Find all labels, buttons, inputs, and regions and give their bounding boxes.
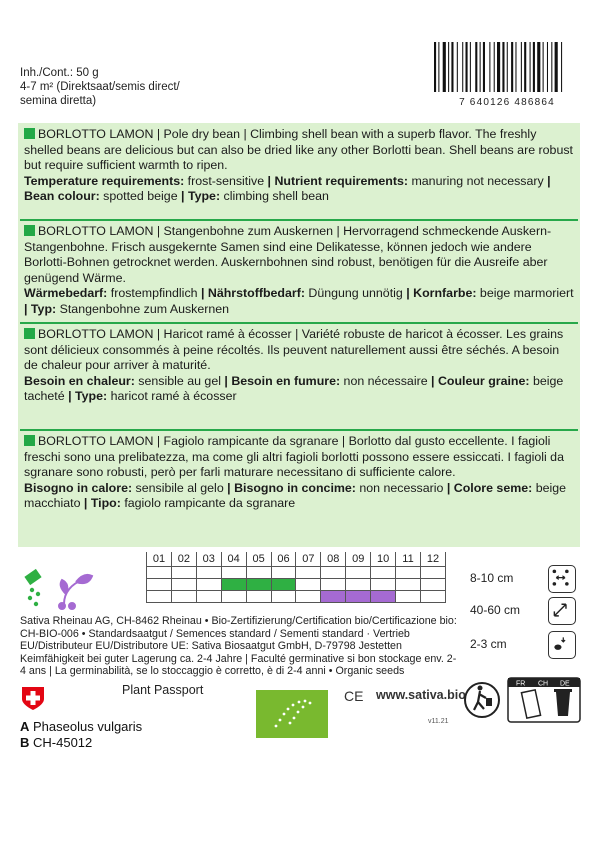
divider	[20, 322, 578, 324]
calendar-cell	[221, 591, 246, 603]
calendar-cell	[196, 567, 221, 579]
month-11: 11	[396, 552, 421, 567]
month-03: 03	[196, 552, 221, 567]
sowing-area: 4-7 m² (Direktsaat/semis direct/	[20, 81, 180, 93]
it-k1: Bisogno in calore:	[24, 480, 133, 495]
sowing-cell-04	[221, 579, 246, 591]
green-square-icon	[24, 225, 35, 236]
sowing-area-cont: semina diretta)	[20, 95, 97, 107]
swiss-flag-icon	[20, 685, 46, 711]
ce-mark: CE	[344, 688, 364, 704]
company-text: Sativa Rheinau AG, CH-8462 Rheinau • Bio-Zertifizierung/Certification bio/Certificazione bio: CH-BIO-006 • Standardsaatgut / Semences standard / Sementi standard · Vertrieb EU/Distributeur EU/Distributore UE: Sativa Biosaatgut GmbH, D-79798 Jestetten Keimfähigkeit bei guter Lagerung ca. 2-4 Jahre | Faculté germinative si bon stockage env. 2-4 ans | La germinabilità, se lo stoccaggio è corretto, è di 2-4 anni • Organic seeds	[20, 615, 457, 678]
en-k2: | Nutrient requirements:	[267, 173, 409, 188]
green-square-icon	[24, 128, 35, 139]
calendar-cell	[147, 591, 172, 603]
it-v2: non necessario	[355, 480, 447, 495]
calendar-cell	[296, 567, 321, 579]
label-b: B	[20, 735, 30, 750]
harvest-cell-09	[346, 591, 371, 603]
de-v4: Stangenbohne zum Auskernen	[56, 301, 230, 316]
label-a: A	[20, 719, 30, 734]
sowing-depth: 2-3 cm	[470, 637, 507, 651]
recycle-label-fr: FR	[516, 680, 526, 688]
harvest-cell-08	[321, 591, 346, 603]
barcode-icon	[432, 42, 582, 92]
recycle-label-de: DE	[560, 680, 570, 688]
sowing-depth-icon	[548, 631, 576, 659]
section-fr-intro: BORLOTTO LAMON | Haricot ramé à écosser | Variété robuste de haricot à écosser. Les grains sont délicieux consommés à peine récoltés. Ils peuvent naturellement aussi être séchés. A besoin de chaleur pour arriver à maturité.	[24, 327, 564, 373]
calendar-cell	[196, 579, 221, 591]
month-02: 02	[171, 552, 196, 567]
calendar-legend	[20, 566, 100, 610]
calendar-cell	[246, 567, 271, 579]
month-10: 10	[371, 552, 396, 567]
fr-v4: haricot ramé à écosser	[107, 389, 237, 404]
company-info	[20, 615, 460, 678]
month-09: 09	[346, 552, 371, 567]
calendar-cell	[420, 591, 445, 603]
plant-passport-title: Plant Passport	[122, 683, 204, 697]
de-k3: | Kornfarbe:	[406, 286, 477, 301]
section-it-intro: BORLOTTO LAMON | Fagiolo rampicante da sgranare | Borlotto dal gusto eccellente. I fagioli freschi sono una prelibatezza, ma come gli altri fagioli borlotti possono essere essiccati. I fagioli da sgranare sono robusti, però per farli maturare necessitano di sufficiente calore.	[24, 434, 564, 480]
month-04: 04	[221, 552, 246, 567]
fr-k3: | Couleur graine:	[431, 373, 530, 388]
de-v1: frostempfindlich	[107, 286, 201, 301]
divider	[20, 429, 578, 431]
section-it	[24, 434, 576, 512]
it-v1: sensibile al gelo	[132, 480, 228, 495]
calendar-cell	[246, 591, 271, 603]
section-fr	[24, 327, 576, 405]
version-label: v11.21	[428, 718, 449, 725]
calendar-cell	[271, 591, 296, 603]
month-01: 01	[147, 552, 172, 567]
section-en	[24, 127, 576, 205]
package-info	[20, 66, 180, 108]
en-k3: | Bean colour:	[24, 173, 551, 204]
en-v2: manuring not necessary	[408, 173, 548, 188]
content-weight: Inh./Cont.: 50 g	[20, 67, 99, 79]
plant-distance: 40-60 cm	[470, 603, 521, 617]
sowing-icon	[24, 569, 41, 606]
calendar-cell	[221, 567, 246, 579]
tidyman-icon	[465, 683, 499, 717]
en-k4: | Type:	[181, 189, 221, 204]
month-12: 12	[420, 552, 445, 567]
plant-distance-icon	[548, 597, 576, 625]
calendar-cell	[396, 567, 421, 579]
month-08: 08	[321, 552, 346, 567]
calendar-cell	[271, 567, 296, 579]
packet-icon	[521, 690, 540, 718]
it-k4: | Tipo:	[83, 496, 121, 511]
harvest-icon	[59, 575, 92, 609]
it-k3: | Colore seme:	[446, 480, 533, 495]
calendar-cell	[171, 591, 196, 603]
calendar-cell	[296, 591, 321, 603]
row-spacing: 8-10 cm	[470, 571, 514, 585]
calendar-cell	[147, 567, 172, 579]
fr-v2: non nécessaire	[340, 373, 432, 388]
sowing-cell-05	[246, 579, 271, 591]
it-k2: | Bisogno in concime:	[227, 480, 356, 495]
green-square-icon	[24, 435, 35, 446]
calendar-cell	[147, 579, 172, 591]
fr-v3: beige tacheté	[24, 373, 564, 404]
calendar-cell	[396, 579, 421, 591]
recycle-label-ch: CH	[538, 680, 549, 688]
calendar-cell	[321, 567, 346, 579]
calendar-cell	[346, 567, 371, 579]
calendar-cell	[346, 579, 371, 591]
fr-v1: sensible au gel	[134, 373, 225, 388]
calendar-cell	[371, 579, 396, 591]
eu-organic-logo	[256, 690, 328, 738]
calendar-cell	[371, 567, 396, 579]
month-07: 07	[296, 552, 321, 567]
section-en-intro: BORLOTTO LAMON | Pole dry bean | Climbing shell bean with a superb flavor. The freshly shelled beans are delicious but can also be dried like any other Borlotti bean. Shell beans are robust but require sufficient warmth to ripen.	[24, 127, 573, 173]
calendar-cell	[420, 579, 445, 591]
harvest-cell-10	[371, 591, 396, 603]
fr-k4: | Type:	[68, 389, 108, 404]
section-de-intro: BORLOTTO LAMON | Stangenbohne zum Auskernen | Hervorragend schmeckende Auskern-Stangenbohne. Frisch ausgekernte Samen sind eine Delikatesse, können jedoch wie andere Borlotti-Bohnen getrocknet werden. Auskernbohnen sind robust, benötigen für die Ausreife aber genügend Wärme.	[24, 224, 552, 285]
de-k2: | Nährstoffbedarf:	[200, 286, 305, 301]
calendar-cell	[420, 567, 445, 579]
website-link[interactable]: www.sativa.bio	[376, 688, 466, 702]
it-v3: beige macchiato	[24, 480, 567, 511]
calendar-cell	[171, 567, 196, 579]
de-k1: Wärmebedarf:	[24, 286, 108, 301]
plant-passport-details	[20, 719, 142, 751]
it-v4: fagiolo rampicante da sgranare	[120, 496, 296, 511]
barcode-number: 7 640126 486864	[459, 97, 555, 108]
fr-k1: Besoin en chaleur:	[24, 373, 135, 388]
recycling-info	[464, 676, 582, 724]
botanical-name: Phaseolus vulgaris	[33, 719, 143, 734]
month-06: 06	[271, 552, 296, 567]
en-v1: frost-sensitive	[184, 173, 268, 188]
sowing-cell-06	[271, 579, 296, 591]
calendar-cell	[296, 579, 321, 591]
month-05: 05	[246, 552, 271, 567]
en-v3: spotted beige	[99, 189, 182, 204]
section-de	[24, 224, 576, 318]
bin-icon	[556, 692, 570, 716]
en-k1: Temperature requirements:	[24, 173, 185, 188]
calendar-cell	[171, 579, 196, 591]
registration-number: CH-45012	[33, 735, 93, 750]
de-v2: Düngung unnötig	[304, 286, 407, 301]
de-v3: beige marmoriert	[476, 286, 574, 301]
green-square-icon	[24, 328, 35, 339]
calendar-cell	[321, 579, 346, 591]
en-v4: climbing shell bean	[220, 189, 329, 204]
divider	[20, 219, 578, 221]
de-k4: | Typ:	[24, 301, 57, 316]
fr-k2: | Besoin en fumure:	[224, 373, 341, 388]
calendar-cell	[396, 591, 421, 603]
sowing-calendar	[146, 552, 446, 603]
row-spacing-icon	[548, 565, 576, 593]
calendar-cell	[196, 591, 221, 603]
